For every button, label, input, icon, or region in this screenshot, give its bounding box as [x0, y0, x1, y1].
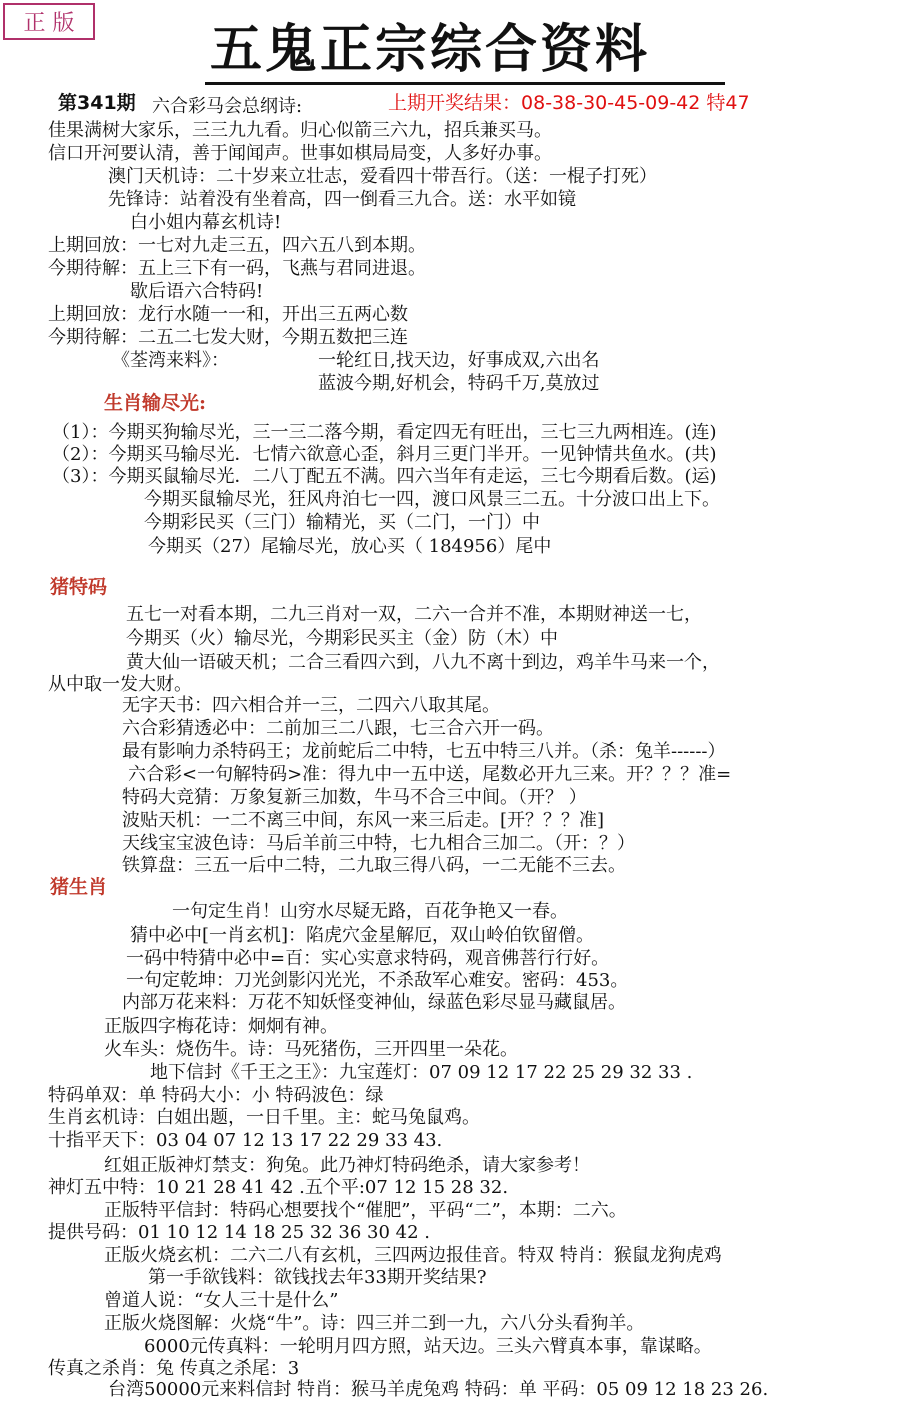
text-line: 地下信封《千王之王》：九宝莲灯：07 09 12 17 22 25 29 32 33 .	[150, 1062, 693, 1083]
text-line: 正版火烧玄机：二六二八有玄机，三四两边报佳音。特双 特肖：猴鼠龙狗虎鸡	[104, 1245, 722, 1266]
text-line: 正版火烧图解：火烧“牛”。诗：四三并二到一九，六八分头看狗羊。	[104, 1313, 645, 1334]
text-line: 十指平天下：03 04 07 12 13 17 22 29 33 43.	[48, 1130, 443, 1151]
text-line: 六合彩马会总纲诗:	[152, 96, 303, 117]
text-line: 曾道人说：“女人三十是什么”	[104, 1290, 339, 1311]
text-line: 特码大竞猜：万象复新三加数，牛马不合三中间。（开？ ）	[122, 787, 587, 808]
text-line: 台湾50000元来料信封 特肖：猴马羊虎兔鸡 特码：单 平码：05 09 12 18 23 26.	[108, 1379, 769, 1400]
text-line: 一句定生肖！山穷水尽疑无路，百花争艳又一春。	[172, 901, 568, 922]
text-line: 波贴天机：一二不离三中间，东风一来三后走。[开？？？准]	[122, 810, 605, 831]
text-line: 信口开河要认清，善于闻闻声。世事如棋局局变，人多好办事。	[48, 143, 552, 164]
text-line: 一轮红日,找天边，好事成双,六出名	[318, 350, 600, 371]
text-line: 今期待解：二五二七发大财，今期五数把三连	[48, 327, 408, 348]
title-underline	[205, 82, 725, 85]
text-line: （2）：今期买马输尽光．七情六欲意心歪，斜月三更门半开。一见钟情共鱼水。(共)	[52, 444, 717, 465]
last-result	[388, 88, 750, 115]
text-line: 一句定乾坤：刀光剑影闪光光，不杀敌军心难安。密码：453。	[126, 970, 629, 991]
text-line: 特码单双：单 特码大小：小 特码波色：绿	[48, 1085, 384, 1106]
text-line: （1）：今期买狗输尽光，三一三二落今期，看定四无有旺出，三七三九两相连。(连)	[52, 422, 717, 443]
text-line: 从中取一发大财。	[48, 674, 192, 695]
page-title: 五鬼正宗综合资料	[210, 19, 651, 80]
issue-number: 第341期	[58, 92, 136, 114]
text-line: 歇后语六合特码!	[130, 281, 264, 302]
text-line: 上期回放：一七对九走三五，四六五八到本期。	[48, 235, 426, 256]
last-result-numbers: 08-38-30-45-09-42	[521, 92, 701, 114]
text-line: 内部万花来料：万花不知妖怪变神仙，绿蓝色彩尽显马藏鼠居。	[122, 992, 626, 1013]
text-line: 猜中必中[一肖玄机]：陷虎穴金星解厄，双山岭伯钦留僧。	[130, 925, 595, 946]
section-title-zhushengxiao: 猪生肖	[50, 876, 108, 898]
text-line: 今期买鼠输尽光，狂风舟泊七一四，渡口风景三二五。十分波口出上下。	[144, 489, 720, 510]
text-line: 天线宝宝波色诗：马后羊前三中特，七九相合三加二。（开：？）	[122, 833, 635, 854]
text-line: 铁算盘：三五一后中二特，二九取三得八码，一二无能不三去。	[122, 855, 626, 876]
text-line: 黄大仙一语破天机；二合三看四六到，八九不离十到边，鸡羊牛马来一个，	[126, 652, 720, 673]
text-line: 最有影响力杀特码王；龙前蛇后二中特，七五中特三八并。（杀：兔羊------）	[122, 741, 726, 762]
text-line: 火车头：烧伤牛。诗：马死猪伤，三开四里一朵花。	[104, 1039, 518, 1060]
text-line: 今期买（火）输尽光，今期彩民买主（金）防（木）中	[126, 628, 558, 649]
text-line: 神灯五中特：10 21 28 41 42 .五个平:07 12 15 28 32.	[48, 1177, 509, 1198]
text-line: 今期待解：五上三下有一码，飞燕与君同进退。	[48, 258, 426, 279]
text-line: 正版特平信封：特码心想要找个“催肥”，平码“二”，本期：二六。	[104, 1200, 627, 1221]
section-title-shengxiao: 生肖输尽光:	[104, 392, 207, 414]
text-line: 五七一对看本期，二九三肖对一双，二六一合并不准，本期财神送一七，	[126, 604, 702, 625]
text-line: 6000元传真料：一轮明月四方照，站天边。三头六臂真本事，靠谋略。	[144, 1336, 712, 1357]
text-line: 生肖玄机诗：白姐出题，一日千里。主：蛇马兔鼠鸡。	[48, 1107, 480, 1128]
text-line: 无字天书：四六相合并一三，二四六八取其尾。	[122, 695, 500, 716]
text-line: 今期彩民买（三门）输精光，买（二门，一门）中	[144, 512, 540, 533]
text-line: 今期买（27）尾输尽光，放心买（ 184956）尾中	[148, 536, 552, 557]
last-result-label: 上期开奖结果：	[388, 92, 522, 114]
text-line: 上期回放：龙行水随一一和，开出三五两心数	[48, 304, 408, 325]
text-line: 六合彩猜透必中：二前加三二八跟，七三合六开一码。	[122, 718, 554, 739]
last-result-special: 特47	[706, 92, 750, 114]
text-line: 白小姐内幕玄机诗!	[130, 212, 282, 233]
text-line: 佳果满树大家乐，三三九九看。归心似箭三六九，招兵兼买马。	[48, 120, 552, 141]
text-line: 传真之杀肖：兔 传真之杀尾：3	[48, 1358, 300, 1379]
text-line: 提供号码：01 10 12 14 18 25 32 36 30 42 .	[48, 1222, 430, 1243]
text-line: 澳门天机诗：二十岁来立壮志，爱看四十带吾行。（送：一棍子打死）	[108, 166, 657, 187]
text-line: 蓝波今期,好机会，特码千万,莫放过	[318, 373, 600, 394]
genuine-stamp: 正 版	[3, 3, 95, 40]
text-line: 红姐正版神灯禁支：狗兔。此乃神灯特码绝杀，请大家参考！	[104, 1155, 590, 1176]
text-line: 第一手欲钱料：欲钱找去年33期开奖结果?	[148, 1267, 487, 1288]
text-line: 六合彩<一句解特码>准：得九中一五中送，尾数必开九三来。开？？？准=	[128, 764, 732, 785]
text-line: 先锋诗：站着没有坐着高，四一倒看三九合。送：水平如镜	[108, 189, 576, 210]
text-line: （3）：今期买鼠输尽光．二八丁配五不满。四六当年有走运，三七今期看后数。(运)	[52, 466, 717, 487]
text-line: 正版四字梅花诗：炯炯有神。	[104, 1016, 338, 1037]
section-title-zhutema: 猪特码	[50, 576, 108, 598]
text-line: 《荃湾来料》：	[112, 350, 229, 371]
text-line: 一码中特猜中必中=百：实心实意求特码，观音佛菩行行好。	[126, 948, 610, 969]
